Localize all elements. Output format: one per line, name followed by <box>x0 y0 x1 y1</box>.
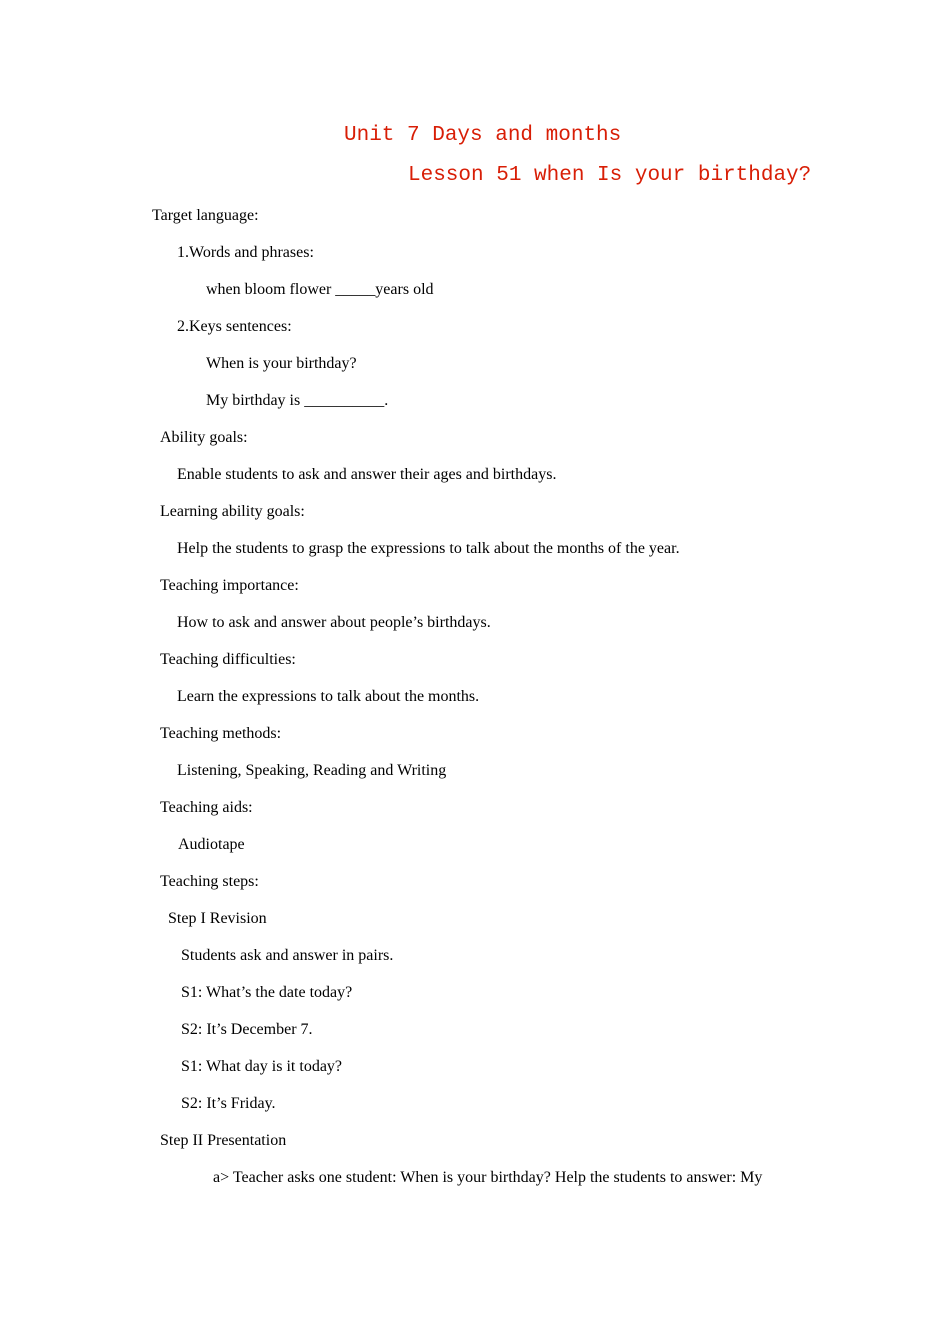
dialogue-line: S2: It’s December 7. <box>181 1021 313 1038</box>
heading-target-language: Target language: <box>152 207 259 224</box>
unit-title: Unit 7 Days and months <box>344 124 622 147</box>
heading-teaching-methods: Teaching methods: <box>160 725 282 742</box>
key-sentence: My birthday is __________. <box>206 392 389 409</box>
subheading-words-phrases: 1.Words and phrases: <box>177 244 314 261</box>
heading-teaching-aids: Teaching aids: <box>160 799 253 816</box>
teaching-methods-text: Listening, Speaking, Reading and Writing <box>177 762 447 779</box>
step-two-item-a: a> Teacher asks one student: When is your birthday? Help the students to answer: My <box>213 1169 763 1186</box>
heading-teaching-steps: Teaching steps: <box>160 873 259 890</box>
dialogue-line: S2: It’s Friday. <box>181 1095 276 1112</box>
vocabulary-list: when bloom flower _____years old <box>206 281 434 298</box>
heading-teaching-importance: Teaching importance: <box>160 577 299 594</box>
heading-learning-ability-goals: Learning ability goals: <box>160 503 305 520</box>
step-one-instruction: Students ask and answer in pairs. <box>181 947 394 964</box>
teaching-importance-text: How to ask and answer about people’s birthdays. <box>177 614 491 631</box>
step-one-heading: Step I Revision <box>168 910 267 927</box>
teaching-difficulties-text: Learn the expressions to talk about the months. <box>177 688 480 705</box>
key-sentence: When is your birthday? <box>206 355 357 372</box>
lesson-title: Lesson 51 when Is your birthday? <box>408 164 812 187</box>
learning-ability-goals-text: Help the students to grasp the expressions to talk about the months of the year. <box>177 540 680 557</box>
step-two-heading: Step II Presentation <box>160 1132 287 1149</box>
dialogue-line: S1: What day is it today? <box>181 1058 343 1075</box>
heading-ability-goals: Ability goals: <box>160 429 248 446</box>
heading-teaching-difficulties: Teaching difficulties: <box>160 651 296 668</box>
subheading-key-sentences: 2.Keys sentences: <box>177 318 292 335</box>
dialogue-line: S1: What’s the date today? <box>181 984 353 1001</box>
ability-goals-text: Enable students to ask and answer their ages and birthdays. <box>177 466 557 483</box>
teaching-aids-text: Audiotape <box>178 836 245 853</box>
